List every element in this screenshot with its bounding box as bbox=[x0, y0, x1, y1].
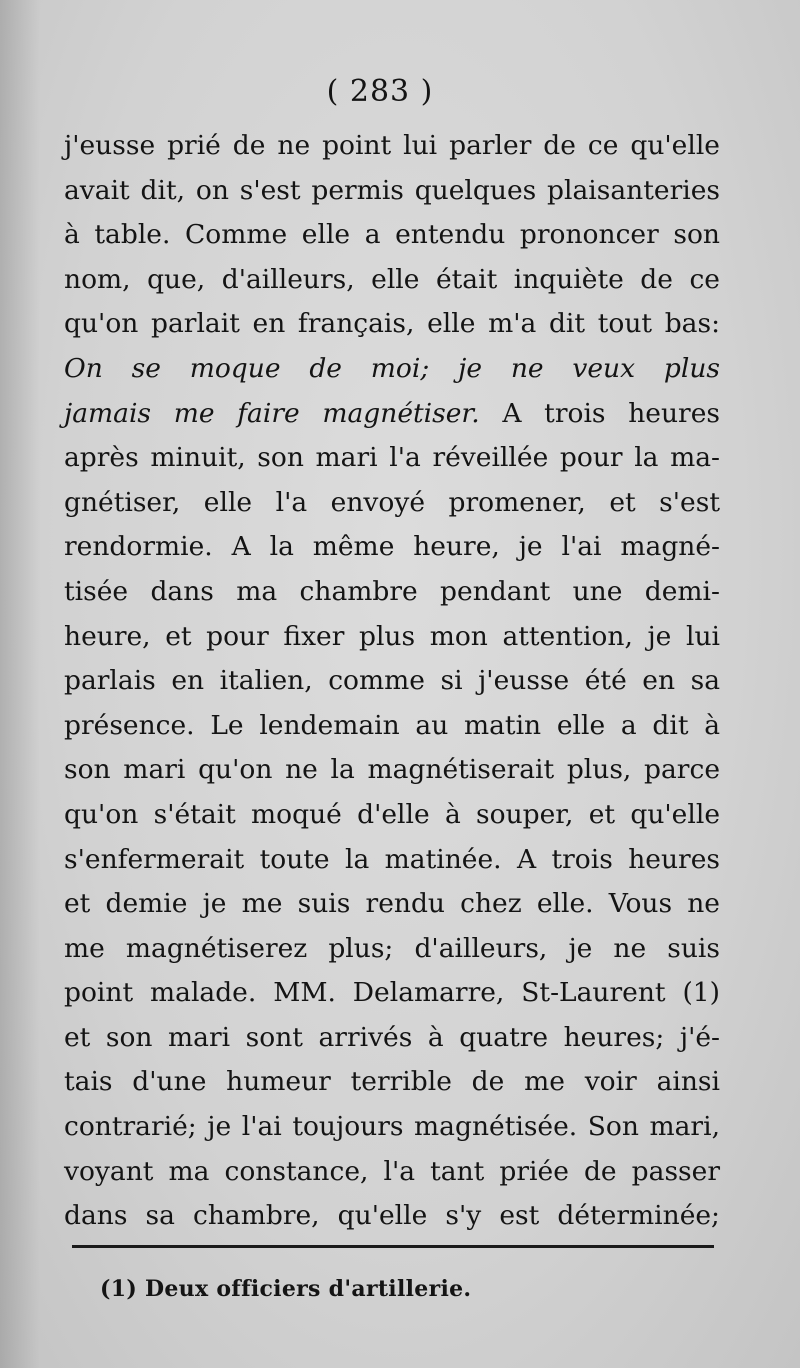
text-line-6: On se moque de moi; je ne veux plus bbox=[64, 352, 720, 384]
text-line-12: heure, et pour fixer plus mon attention, je lui bbox=[64, 620, 720, 652]
text-line-25: dans sa chambre, qu'elle s'y est déterminée; bbox=[64, 1200, 720, 1232]
text-line-5: qu'on parlait en français, elle m'a dit tout bas: bbox=[64, 308, 720, 340]
text-line-7-roman: A trois heures bbox=[479, 397, 720, 429]
text-line-24: voyant ma constance, l'a tant priée de passer bbox=[64, 1155, 720, 1187]
text-line-23: contrarié; je l'ai toujours magnétisée. Son mari, bbox=[64, 1111, 720, 1143]
text-line-7 bbox=[64, 392, 720, 437]
text-line-17: s'enfermerait toute la matinée. A trois heures bbox=[64, 843, 720, 875]
text-line-20: point malade. MM. Delamarre, St-Laurent (1) bbox=[64, 977, 720, 1009]
text-line-9: gnétiser, elle l'a envoyé promener, et s'est bbox=[64, 486, 720, 518]
body-text bbox=[64, 124, 720, 1239]
text-line-11: tisée dans ma chambre pendant une demi- bbox=[64, 575, 720, 607]
text-line-21: et son mari sont arrivés à quatre heures; j'é- bbox=[64, 1021, 720, 1053]
text-line-8: après minuit, son mari l'a réveillée pour la ma- bbox=[64, 442, 720, 474]
text-line-19: me magnétiserez plus; d'ailleurs, je ne suis bbox=[64, 932, 720, 964]
text-line-4: nom, que, d'ailleurs, elle était inquiète de ce bbox=[64, 263, 720, 295]
text-line-7-italic: jamais me faire magnétiser. bbox=[64, 397, 480, 429]
text-line-14: présence. Le lendemain au matin elle a dit à bbox=[64, 709, 720, 741]
text-line-16: qu'on s'était moqué d'elle à souper, et qu'elle bbox=[64, 798, 720, 830]
text-line-3: à table. Comme elle a entendu prononcer son bbox=[64, 219, 720, 251]
text-line-22: tais d'une humeur terrible de me voir ainsi bbox=[64, 1066, 720, 1098]
footnote: (1) Deux officiers d'artillerie. bbox=[100, 1276, 472, 1302]
text-line-10: rendormie. A la même heure, je l'ai magné- bbox=[64, 531, 720, 563]
text-line-2: avait dit, on s'est permis quelques plaisanteries bbox=[64, 174, 720, 206]
page-edge-shadow bbox=[0, 0, 40, 1368]
text-line-13: parlais en italien, comme si j'eusse été en sa bbox=[64, 665, 720, 697]
text-line-15: son mari qu'on ne la magnétiserait plus, parce bbox=[64, 754, 720, 786]
text-line-1: j'eusse prié de ne point lui parler de ce qu'elle bbox=[64, 130, 720, 161]
footnote-divider bbox=[72, 1245, 714, 1248]
text-line-18: et demie je me suis rendu chez elle. Vous ne bbox=[64, 888, 720, 920]
page-number: ( 283 ) bbox=[326, 74, 434, 109]
